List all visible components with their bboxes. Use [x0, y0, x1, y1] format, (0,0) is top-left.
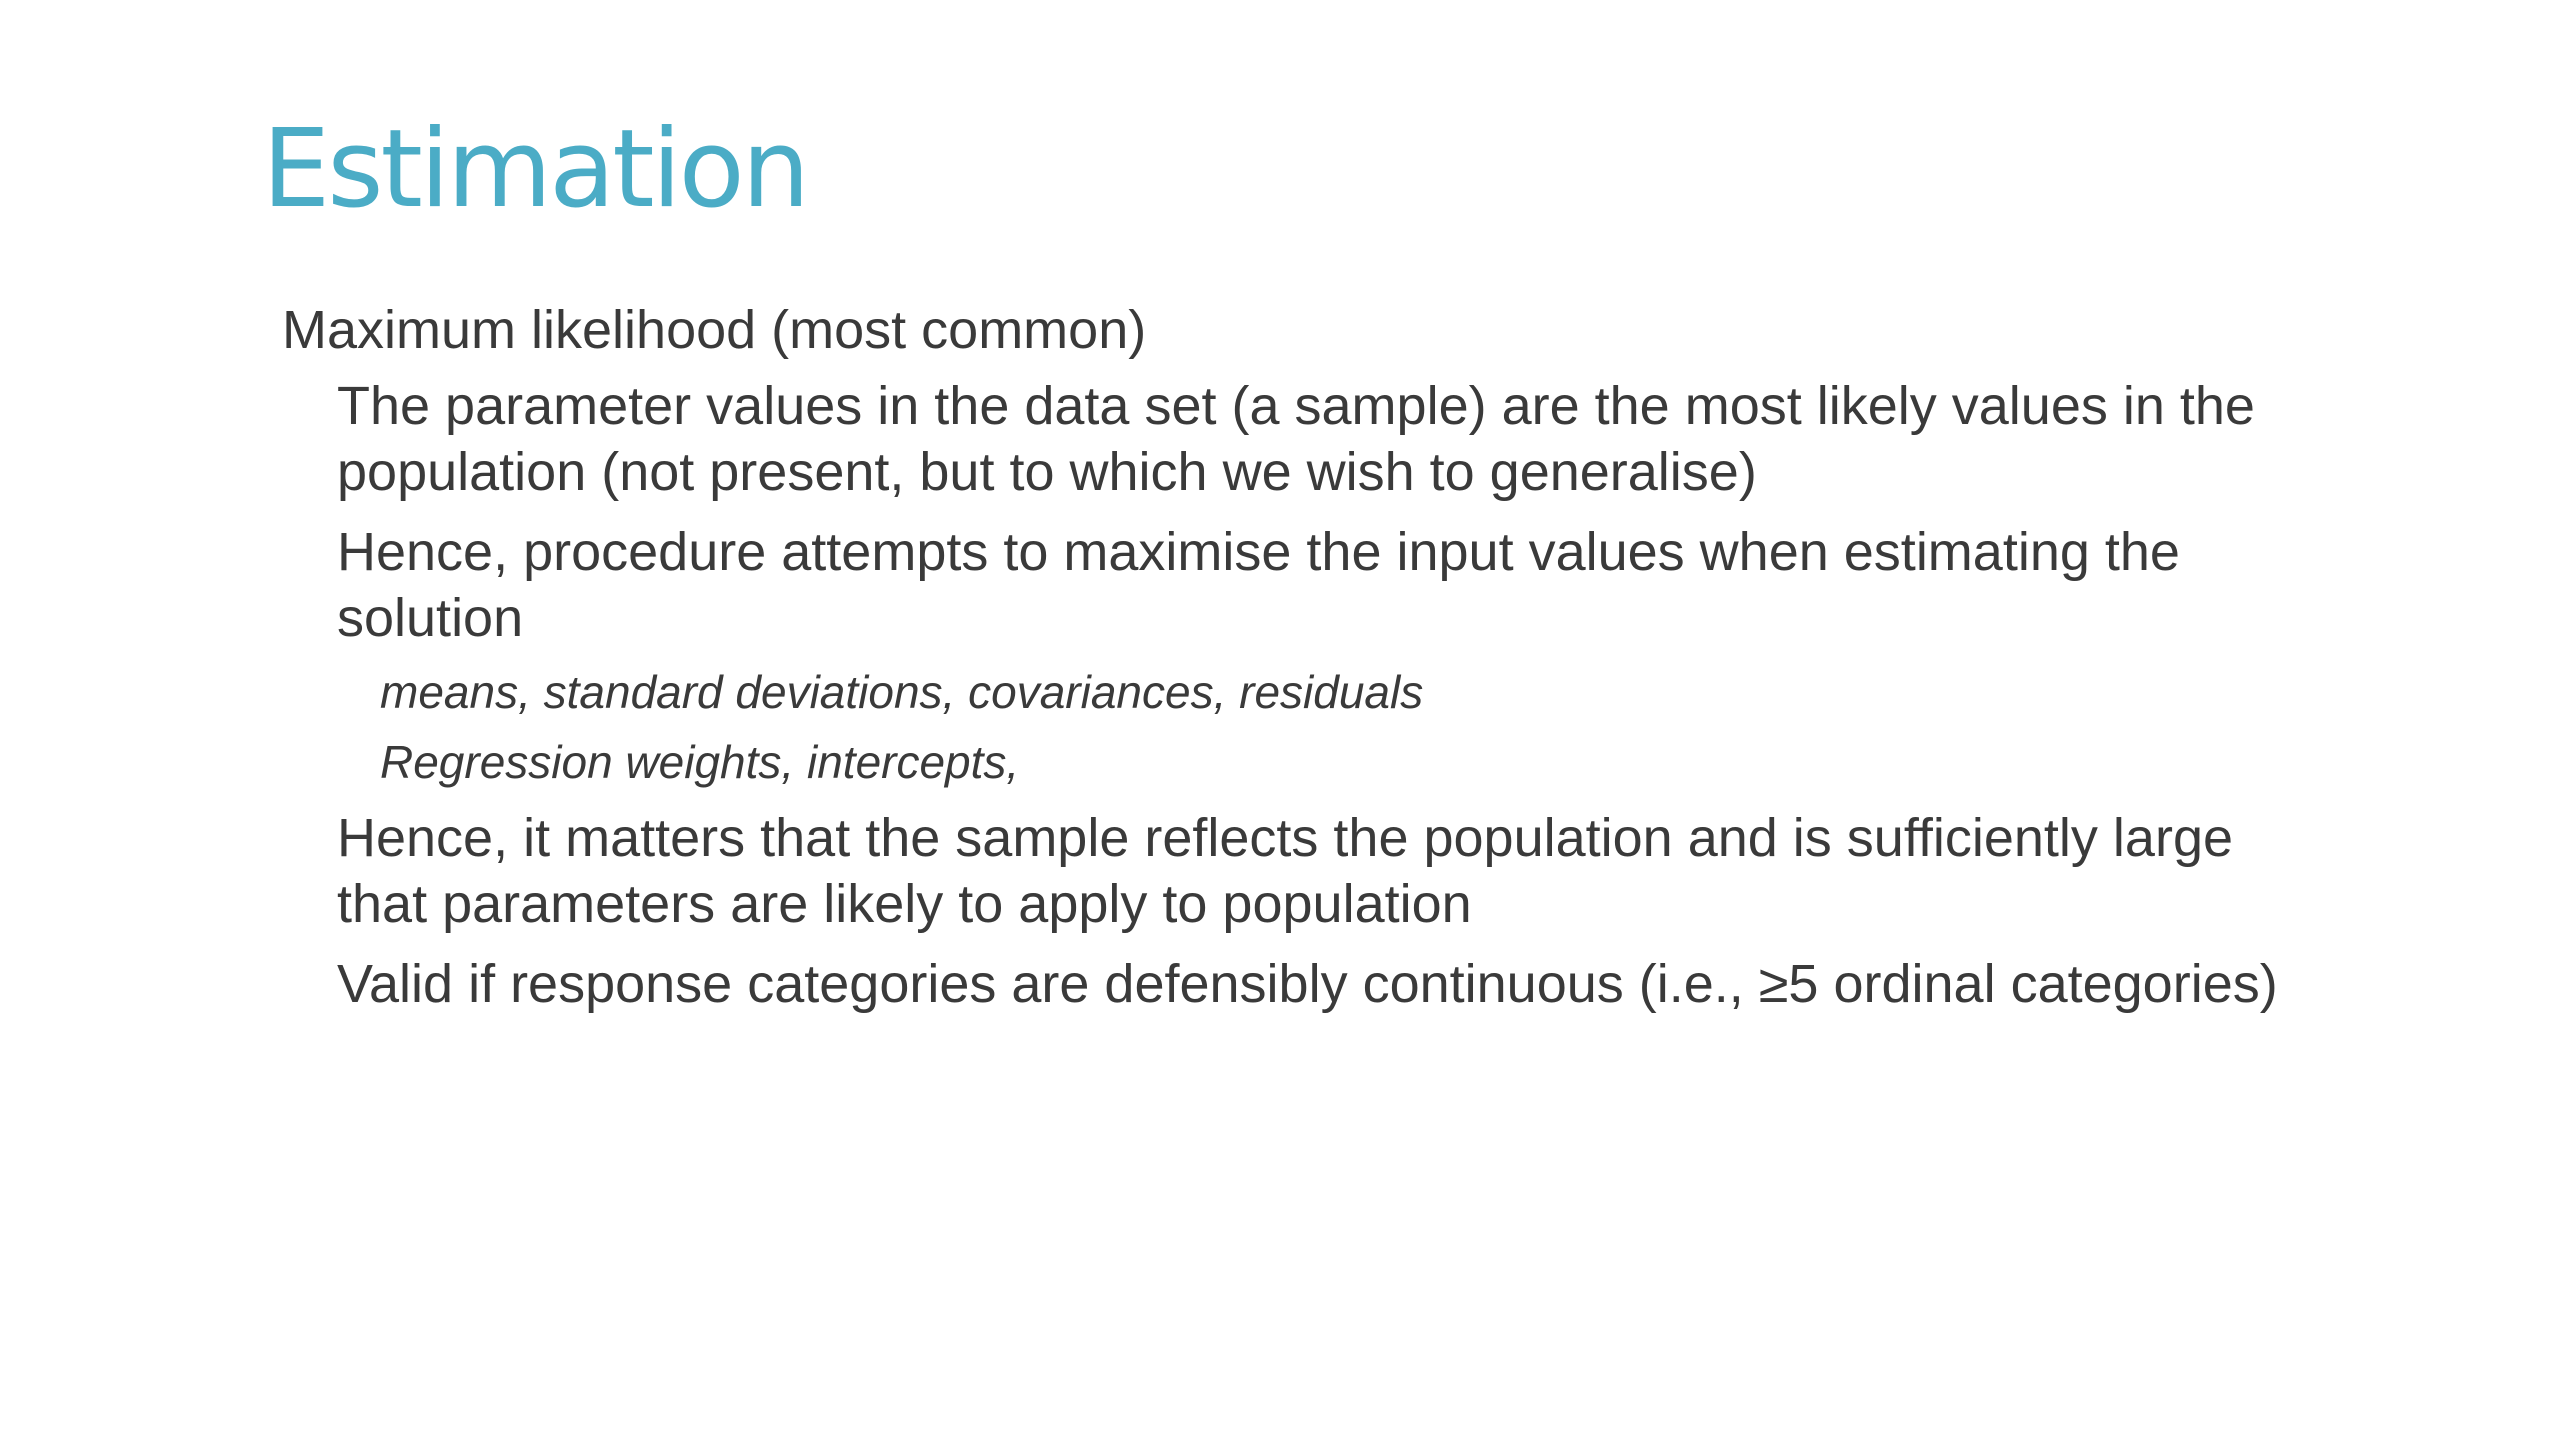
bullet-maximum-likelihood: Maximum likelihood (most common) [282, 300, 1147, 360]
subbullet-regression-weights: Regression weights, intercepts, [380, 736, 1020, 788]
slide-body [0, 295, 2560, 1017]
bullet-procedure-maximise: Hence, procedure attempts to maximise the input values when estimating the solution [337, 522, 2180, 648]
slide-title: Estimation [262, 107, 808, 232]
bullet-parameter-values: The parameter values in the data set (a sample) are the most likely values in the population (not present, but to which we wish to generalise) [337, 376, 2255, 502]
subbullet-means-deviations: means, standard deviations, covariances, residuals [380, 666, 1424, 718]
bullet-valid-if-continuous: Valid if response categories are defensibly continuous (i.e., ≥5 ordinal categories) [337, 954, 2278, 1014]
bullet-sample-reflects-population: Hence, it matters that the sample reflects the population and is sufficiently large that parameters are likely to apply to population [337, 808, 2234, 934]
